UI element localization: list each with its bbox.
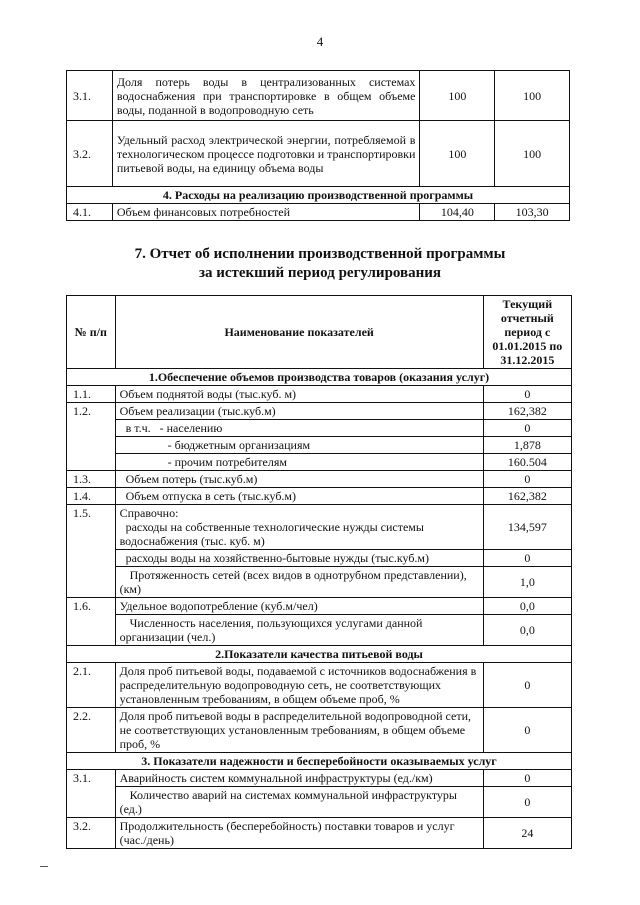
row-value: 0 — [483, 787, 571, 818]
row-description: Доля потерь воды в централизованных системах водоснабжения при транспортировке в общем объеме воды, поданной в водопроводную сеть — [112, 71, 420, 121]
row-name: в т.ч. - населению — [115, 420, 483, 437]
row-value-2: 103,30 — [495, 204, 570, 221]
row-number: 1.3. — [67, 471, 116, 488]
section-1-title: 1.Обеспечение объемов производства товаров (оказания услуг) — [67, 369, 572, 386]
table-row — [67, 386, 572, 403]
row-value: 0 — [483, 420, 571, 437]
table-row — [67, 204, 570, 221]
table-row — [67, 787, 572, 818]
row-value: 134,597 — [483, 505, 571, 550]
row-name: Доля проб питьевой воды в распределительной водопроводной сети, не соответствующих установленным требованиям, в общем объеме проб, % — [115, 708, 483, 753]
row-name: Удельное водопотребление (куб.м/чел) — [115, 598, 483, 615]
table-row — [67, 121, 570, 187]
table-row — [67, 437, 572, 454]
row-value: 1,878 — [483, 437, 571, 454]
row-value: 0 — [483, 386, 571, 403]
row-number: 3.2. — [67, 818, 116, 849]
table-row — [67, 663, 572, 708]
row-description: Объем финансовых потребностей — [112, 204, 420, 221]
row-name — [115, 505, 483, 550]
table-row — [67, 420, 572, 437]
row-number: 1.1. — [67, 386, 116, 403]
section-header — [67, 753, 572, 770]
row-value-2: 100 — [495, 71, 570, 121]
row-value: 162,382 — [483, 488, 571, 505]
section-2-title: 2.Показатели качества питьевой воды — [67, 646, 572, 663]
row-value-1: 100 — [420, 71, 495, 121]
row-name: Аварийность систем коммунальной инфраструктуры (ед./км) — [115, 770, 483, 787]
row-value: 162,382 — [483, 403, 571, 420]
section-header — [67, 369, 572, 386]
table-row — [67, 818, 572, 849]
report-title-line1: 7. Отчет об исполнении производственной программы — [134, 246, 506, 262]
row-number: 1.5. — [67, 505, 116, 550]
table-row — [67, 708, 572, 753]
reference-text: расходы на собственные технологические нужды системы водоснабжения (тыс. куб. м) — [119, 520, 424, 548]
row-name: Продолжительность (бесперебойность) поставки товаров и услуг (час./день) — [115, 818, 483, 849]
row-value-1: 100 — [420, 121, 495, 187]
section-3-title: 3. Показатели надежности и бесперебойности оказываемых услуг — [67, 753, 572, 770]
row-name: Количество аварий на системах коммунальной инфраструктуры (ед.) — [115, 787, 483, 818]
row-value: 160.504 — [483, 454, 571, 471]
row-value-1: 104,40 — [420, 204, 495, 221]
header-period: Текущий отчетный период с 01.01.2015 по 31.12.2015 — [483, 296, 571, 369]
row-value: 1,0 — [483, 567, 571, 598]
row-number: 2.2. — [67, 708, 116, 753]
scan-mark — [40, 866, 48, 867]
row-value: 24 — [483, 818, 571, 849]
table-row — [67, 770, 572, 787]
row-value: 0 — [483, 550, 571, 567]
row-value: 0,0 — [483, 598, 571, 615]
row-value: 0 — [483, 708, 571, 753]
table-row — [67, 71, 570, 121]
table-row — [67, 505, 572, 550]
row-name: Объем поднятой воды (тыс.куб. м) — [115, 386, 483, 403]
top-table — [66, 70, 570, 221]
row-value: 0 — [483, 663, 571, 708]
row-value: 0 — [483, 471, 571, 488]
section-header — [67, 187, 570, 204]
table-row — [67, 488, 572, 505]
header-number: № п/п — [67, 296, 116, 369]
row-number: 3.1. — [67, 71, 113, 121]
row-name: Объем отпуска в сеть (тыс.куб.м) — [115, 488, 483, 505]
table-row — [67, 471, 572, 488]
row-number: 3.1. — [67, 770, 116, 787]
table-row — [67, 598, 572, 615]
row-name: Доля проб питьевой воды, подаваемой с источников водоснабжения в распределительную водопроводную сеть, не соответствующих установленным требованиям, в общем объеме проб, % — [115, 663, 483, 708]
row-name: - бюджетным организациям — [115, 437, 483, 454]
table-header-row — [67, 296, 572, 369]
row-value-2: 100 — [495, 121, 570, 187]
table-row — [67, 550, 572, 567]
row-name: Объем потерь (тыс.куб.м) — [115, 471, 483, 488]
row-name: расходы воды на хозяйственно-бытовые нужды (тыс.куб.м) — [115, 550, 483, 567]
row-value: 0 — [483, 770, 571, 787]
table-row — [67, 454, 572, 471]
report-title-line2: за истекший период регулирования — [198, 265, 442, 281]
table-row — [67, 615, 572, 646]
row-name: Объем реализации (тыс.куб.м) — [115, 403, 483, 420]
row-name: Численность населения, пользующихся услугами данной организации (чел.) — [115, 615, 483, 646]
report-table — [66, 295, 572, 849]
row-value: 0,0 — [483, 615, 571, 646]
row-number: 1.4. — [67, 488, 116, 505]
row-number: 1.6. — [67, 598, 116, 615]
page-number: 4 — [316, 34, 324, 49]
row-number: 1.2. — [67, 403, 116, 420]
section-header — [67, 646, 572, 663]
table-row — [67, 567, 572, 598]
row-name: - прочим потребителям — [115, 454, 483, 471]
section-4-title: 4. Расходы на реализацию производственной программы — [67, 187, 570, 204]
row-number: 2.1. — [67, 663, 116, 708]
row-number: 3.2. — [67, 121, 113, 187]
header-name: Наименование показателей — [115, 296, 483, 369]
row-name: Протяженность сетей (всех видов в однотрубном представлении), (км) — [115, 567, 483, 598]
row-number: 4.1. — [67, 204, 113, 221]
reference-label: Справочно: — [119, 506, 179, 520]
row-description: Удельный расход электрической энергии, потребляемой в технологическом процессе подготовки и транспортировки питьевой воды, на единицу объема воды — [112, 121, 420, 187]
table-row — [67, 403, 572, 420]
